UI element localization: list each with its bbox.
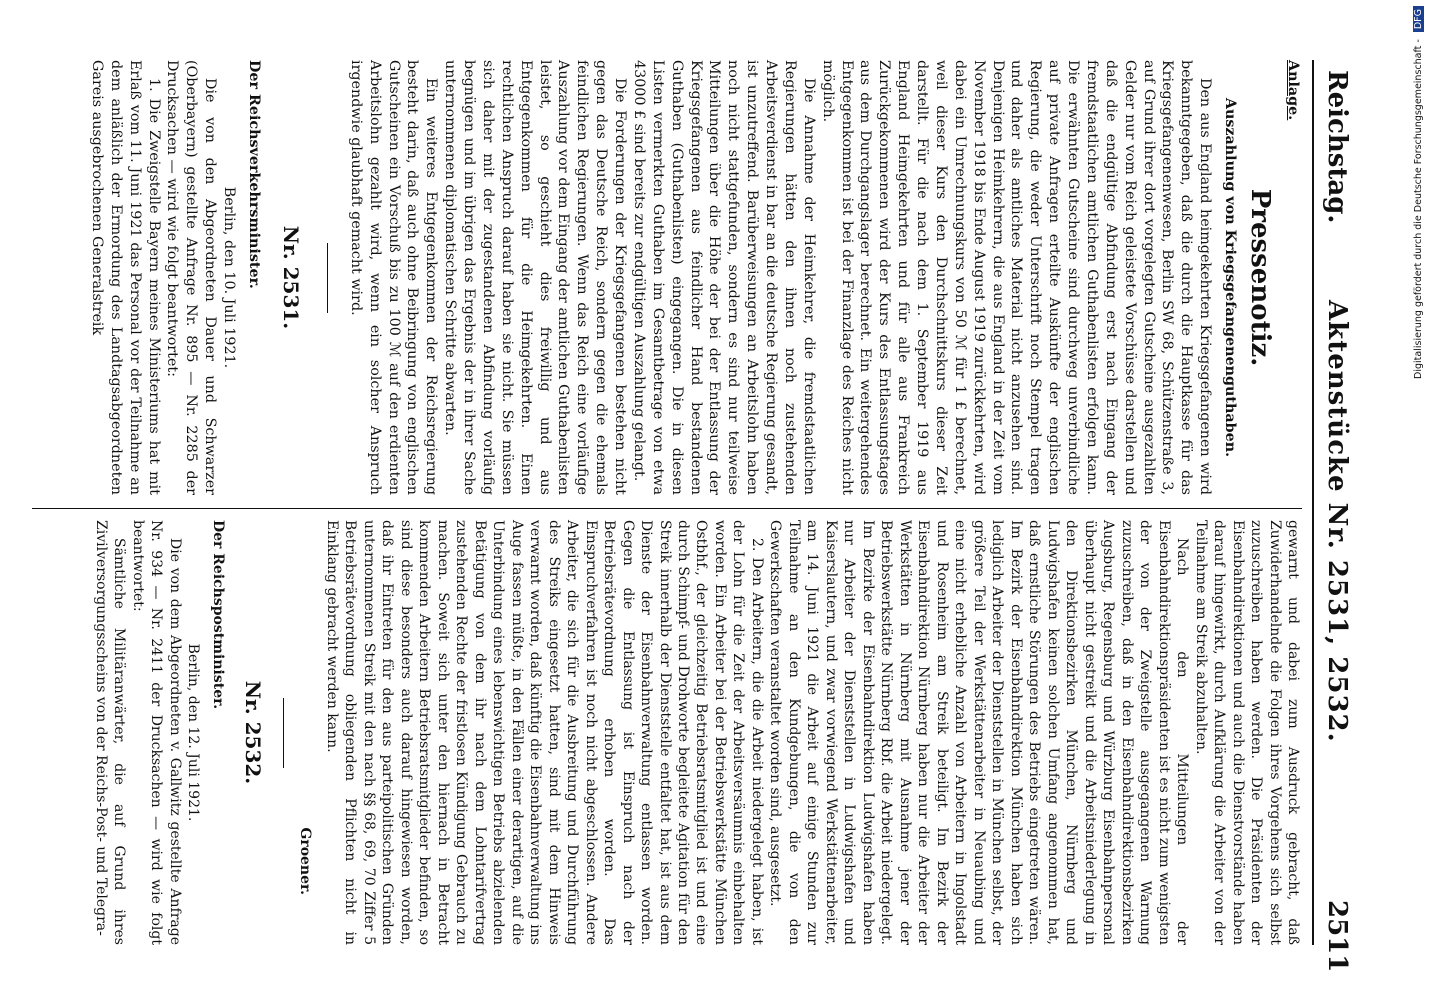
nr-2532-intro: Die von dem Abgeordneten v. Gallwitz gestellte Anfrage Nr. 934 — Nr. 2411 der Drucksachen — wird wie folgt beantwortet: bbox=[129, 520, 183, 945]
nr-2531-minister: Der Reichsverkehrsminister. bbox=[246, 60, 262, 289]
pressenotiz-paragraph: Ein weiteres Entgegenkommen der Reichsregierung besteht darin, daß auch ohne Beibringung von englischen Gutscheinen ein Vorschuß bis zu 100 ℳ auf den erdienten Arbeitslohn gezahlt wird, wenn ein solcher Anspruch irgendwie glaubhaft gemacht wird. bbox=[347, 60, 440, 495]
nr-2531-date: Berlin, den 10. Juli 1921. bbox=[221, 186, 238, 369]
header-aktenstuecke: Aktenstücke Nr. 2531, 2532. bbox=[1322, 300, 1352, 743]
pressenotiz-paragraph: Den aus England heimgekehrten Kriegsgefangenen wird bekanntgegeben, daß die durch die Hauptkasse für das Kriegsgefangenenwesen, Berlin SW 68, Schützenstraße 3, auf Grund ihrer dort vorgelegten Gutscheine ausgezahlten Gelder nur vom Reich geleistete Vorschüsse darstellen und daß die endgültige Abfindung erst nach Eingang der fremdstaatlichen amtlichen Guthabenlisten erfolgen kann. Die erwähnten Gutscheine sind durchweg unverbindliche auf private Anfragen erteilte Auskünfte der englischen Regierung, die weder Unterschrift noch Stempel tragen und daher als amtliches Material nicht anzusehen sind. Denjenigen Heimkehrern, die aus England in der Zeit vom November 1918 bis Ende August 1919 zurückkehrten, wird dabei ein Umrechnungskurs von 50 ℳ für 1 £ berechnet, weil dieser Kurs den Durchschnittskurs dieser Zeit darstellt. Für die nach dem 1. September 1919 aus England Heimgekehrten und für alle aus Frankreich Zurückgekommenen wird der Kurs des Entlassungstages aus dem Durchgangslager berechnet. Ein weitergehendes Entgegenkommen ist bei der Finanzlage des Reiches nicht möglich. bbox=[819, 60, 1214, 495]
pressenotiz-paragraph: Die Annahme der Heimkehrer, die fremdstaatlichen Regierungen hätten den ihnen noch zustehenden Arbeitsverdienst in bar an die deutsche Regierung gesandt, ist unzutreffend. Barüberweisungen an Arbeitslohn haben noch nicht stattgefunden, sondern es sind nur teilweise Mitteilungen über die Höhe der bei der Entlassung der Kriegsgefangenen aus feindlicher Hand bestandenen Guthaben (Guthabenlisten) eingegangen. Die in diesen Listen vermerkten Guthaben im Gesamtbetrage von etwa 43000 £ sind bereits zur endgültigen Auszahlung gelangt. bbox=[631, 60, 817, 495]
pressenotiz-paragraph: Die Forderungen der Kriegsgefangenen bestehen nicht gegen das Deutsche Reich, sondern gegen die ehemals feindlichen Regierungen. Wenn das Reich eine vorläufige Auszahlung vor dem Eingang der amtlichen Guthabenlisten leistet, so geschieht dies freiwillig und aus Entgegenkommen für die Heimgekehrten. Einen rechtlichen Anspruch darauf haben sie nicht. Sie müssen sich daher mit der zugestandenen Abfindung vorläufig begnügen und im übrigen das Ergebnis der in ihrer Sache unternommenen diplomatischen Schritte abwarten. bbox=[442, 60, 629, 495]
nr-2531-intro: Die von den Abgeordneten Dauer und Schwarzer (Oberbayern) gestellte Anfrage Nr. 895 — Nr. 2285 der Drucksachen — wird wie folgt beantwortet: bbox=[164, 60, 219, 495]
answer-paragraph: Nach den Mitteilungen der Eisenbahndirektionspräsidenten ist es nicht zum wenigsten der von der Zweigstelle ausgegangenen Warnung zuzuschreiben, daß in den Eisenbahndirektionsbezirken Augsburg, Regensburg und Würzburg Eisenbahnpersonal überhaupt nicht gestreikt und die Arbeitsniederlegung in den Direktionsbezirken München, Nürnberg und Ludwigshafen keinen solchen Umfang angenommen hat, daß ernstliche Störungen des Betriebs eingetreten wären. Im Bezirk der Eisenbahndirektion München haben sich lediglich Arbeiter der Dienststellen in München selbst, der größere Teil der Werkstättenarbeiter in Neuaubing und eine nicht erhebliche Anzahl von Arbeitern in Ingolstadt und Rosenheim am Streik beteiligt. Im Bezirk der Eisenbahndirektion Nürnberg haben nur die Arbeiter der Werkstätten in Nürnberg mit Ausnahme jener der Betriebswerkstätte Nürnberg Rbf. die Arbeit niedergelegt. Im Bezirke der Eisenbahndirektion Ludwigshafen haben nur Arbeiter der Dienststellen in Ludwigshafen und Kaiserslautern, und zwar vorwiegend Werkstättenarbeiter, am 14. Juni 1921 die Arbeit auf einige Stunden zur Teilnahme an den Kundgebungen, die von den Gewerkschaften veranstaltet worden sind, ausgesetzt. bbox=[767, 520, 1191, 945]
signature-groener: Groener. bbox=[297, 827, 314, 895]
answer-paragraph: 2. Den Arbeitern, die die Arbeit niedergelegt haben, ist der Lohn für die Zeit der Arbeitsversäumnis einbehalten worden. Ein Arbeiter bei der Betriebswerkstätte München Ostbhf., der gleichzeitig Betriebsratsmitglied ist und eine durch Schimpf- und Drohworte begleitete Agitation für den Streik innerhalb der Dienststelle entfaltet hat, ist aus dem Dienste der Eisenbahnverwaltung entlassen worden. Gegen die Entlassung ist Einspruch nach der Betriebsrätevordnung erhoben worden. Das Einspruchverfahren ist noch nicht abgeschlossen. Andere Arbeiter, die sich für die Ausbreitung und Durchführung des Streiks eingesetzt hatten, sind mit dem Hinweis verwarnt worden, daß künftig die Eisenbahnverwaltung ins Auge fassen müßte, in den Fällen einer derartigen, auf die Unterbindung eines lebenswichtigen Betriebs abzielenden Betätigung von dem ihr nach dem Lohntarifvertrag zustehenden Rechte der fristlosen Kündigung Gebrauch zu machen. Soweit sich unter den hiernach in Betracht kommenden Arbeitern Betriebsratsmitglieder befinden, so sind diese besonders auch darauf hingewiesen worden, daß ihr Eintreten für den aus parteipolitischen Gründen unternommenen Streik mit den nach §§ 68, 69, 70 Ziffer 5 Betriebsrätevordnung obliegenden Pflichten nicht in Einklang gebracht werden kann. bbox=[323, 520, 765, 945]
header-rule bbox=[1312, 60, 1314, 945]
nr-2532-last-line: Sämtliche Militäranwärter, die auf Grund ihres Zivilversorgungsscheins von der Reichs-Post- und Telegra- bbox=[92, 520, 128, 945]
section-divider bbox=[283, 698, 284, 768]
nr-2532-date: Berlin, den 12. Juli 1921. bbox=[185, 643, 202, 822]
pressenotiz-title: Pressenotiz. bbox=[1245, 188, 1276, 367]
anlage-label: Anlage. bbox=[1285, 60, 1301, 121]
column-divider bbox=[32, 508, 1302, 509]
pressenotiz-subtitle: Auszahlung von Kriegsgefangenenguthaben. bbox=[1222, 97, 1239, 458]
dfg-stamp bbox=[1408, 6, 1430, 994]
answer-paragraph: gewarnt und dabei zum Ausdruck gebracht, daß Zuwiderhandelnde die Folgen ihres Vorgehens sich selbst zuzuschreiben haben werden. Die Präsidenten der Eisenbahndirektionen und auch die Dienstvorstände haben darauf hingewirkt, durch Aufklärung die Arbeiter von der Teilnahme am Streik abzuhalten. bbox=[1192, 520, 1301, 945]
header-reichstag: Reichstag. bbox=[1322, 70, 1352, 224]
dfg-badge: DFG bbox=[1413, 6, 1424, 32]
left-column bbox=[87, 60, 1302, 495]
nr-2531-heading: Nr. 2531. bbox=[279, 225, 303, 330]
nr-2532-minister: Der Reichspostminister. bbox=[209, 520, 226, 710]
right-column bbox=[91, 520, 1302, 945]
section-divider bbox=[327, 243, 328, 313]
header-page-number: 2511 bbox=[1322, 900, 1352, 973]
nr-2532-heading: Nr. 2532. bbox=[240, 680, 265, 785]
nr-2531-point1: 1. Die Zweigstelle Bayern meines Ministeriums hat mit Erlaß vom 11. Juni 1921 das Personal vor der Teilnahme an dem anläßlich der Ermordung des Landtagsabgeordneten Gareis ausgebrochenen Generalstreik bbox=[89, 60, 162, 495]
dfg-stamp-text: Digitalisierung gefördert durch die Deutsche Forschungsgemeinschaft - bbox=[1413, 39, 1424, 379]
